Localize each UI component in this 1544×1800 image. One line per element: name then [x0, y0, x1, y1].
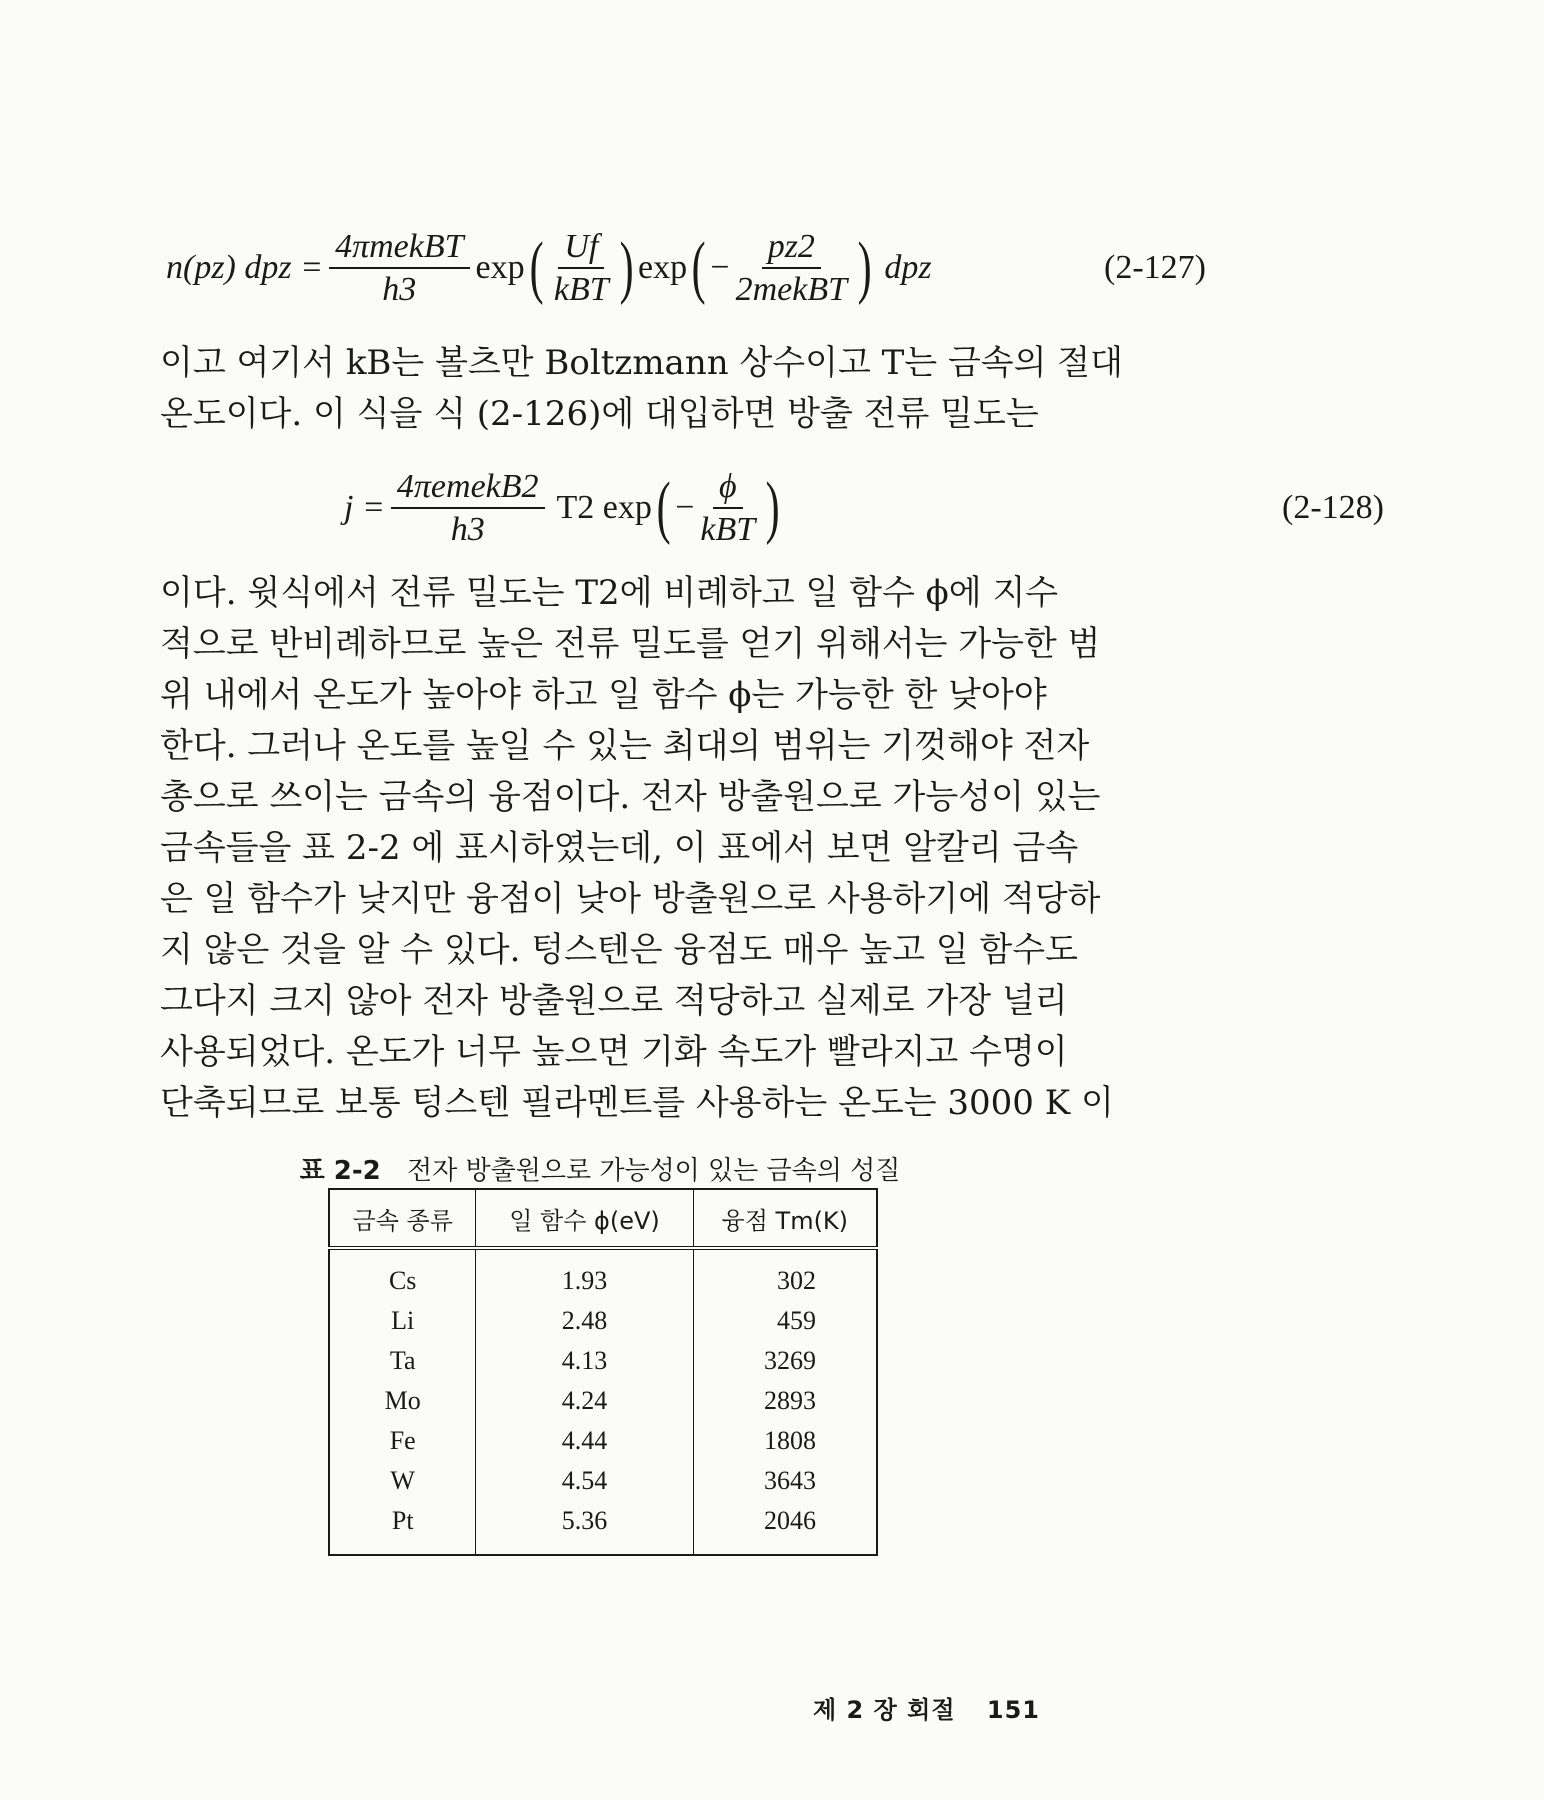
metal-cell: Pt — [329, 1501, 476, 1555]
left-paren: ( — [691, 229, 706, 307]
equation-lhs: n(pz) dpz = — [166, 249, 324, 287]
text-line: 총으로 쓰이는 금속의 융점이다. 전자 방출원으로 가능성이 있는 — [160, 777, 1101, 817]
metal-properties-table — [328, 1188, 878, 1556]
equation-2-128 — [0, 468, 1544, 549]
left-paren: ( — [529, 229, 544, 307]
work-function-cell: 1.93 — [476, 1248, 693, 1301]
differential: dpz — [884, 249, 932, 287]
fraction-denominator: kBT — [700, 511, 756, 549]
melting-point-cell: 302 — [693, 1248, 877, 1301]
melting-point-cell: 3269 — [693, 1341, 877, 1381]
metal-cell: Li — [329, 1301, 476, 1341]
metal-cell: Cs — [329, 1248, 476, 1301]
column-header: 금속 종류 — [329, 1189, 476, 1248]
table-caption — [0, 1150, 1200, 1187]
right-paren: ) — [857, 229, 872, 307]
melting-point-cell: 459 — [693, 1301, 877, 1341]
text-line: 사용되었다. 온도가 너무 높으면 기화 속도가 빨라지고 수명이 — [160, 1032, 1068, 1072]
table-caption-label: 표 2-2 — [299, 1156, 381, 1186]
equation-2-127 — [0, 228, 1366, 309]
melting-point-cell: 1808 — [693, 1421, 877, 1461]
text-line: 지 않은 것을 알 수 있다. 텅스텐은 융점도 매우 높고 일 함수도 — [160, 930, 1078, 970]
paragraph-1 — [160, 338, 1123, 440]
table-row — [329, 1421, 877, 1461]
equation-lhs: j = — [344, 489, 385, 527]
fraction-numerator: Uf — [558, 228, 604, 269]
fraction — [700, 468, 755, 549]
table-row — [329, 1381, 877, 1421]
work-function-cell: 4.24 — [476, 1381, 693, 1421]
minus-sign: − — [675, 489, 695, 527]
metal-cell: Mo — [329, 1381, 476, 1421]
text-line: 금속들을 표 2-2 에 표시하였는데, 이 표에서 보면 알칼리 금속 — [160, 828, 1079, 868]
fraction-denominator: h3 — [450, 511, 485, 549]
work-function-cell: 5.36 — [476, 1501, 693, 1555]
metal-cell: W — [329, 1461, 476, 1501]
table-row — [329, 1501, 877, 1555]
fraction-denominator: 2mekBT — [735, 271, 848, 309]
exp-label: exp — [475, 249, 525, 287]
text-line: 위 내에서 온도가 높아야 하고 일 함수 ϕ는 가능한 한 낮아야 — [160, 675, 1047, 715]
equation-number: (2-127) — [1104, 249, 1206, 287]
text-line: 단축되므로 보통 텅스텐 필라멘트를 사용하는 온도는 3000 K 이 — [160, 1083, 1114, 1123]
exp-label: exp — [638, 249, 688, 287]
equation-number: (2-128) — [1282, 489, 1384, 527]
temperature-exp: T2 exp — [556, 489, 652, 527]
fraction-numerator: 4πmekBT — [329, 228, 469, 269]
work-function-cell: 4.54 — [476, 1461, 693, 1501]
left-paren: ( — [656, 469, 671, 547]
text-line: 은 일 함수가 낮지만 융점이 낮아 방출원으로 사용하기에 적당하 — [160, 879, 1101, 919]
right-paren: ) — [765, 469, 780, 547]
fraction-numerator: pz2 — [762, 228, 821, 269]
fraction-numerator: 4πemekB2 — [391, 468, 545, 509]
chapter-title: 제 2 장 회절 — [813, 1696, 956, 1724]
text-line: 한다. 그러나 온도를 높일 수 있는 최대의 범위는 기껏해야 전자 — [160, 726, 1090, 766]
minus-sign: − — [710, 249, 730, 287]
fraction — [391, 468, 545, 549]
right-paren: ) — [619, 229, 634, 307]
text-line: 이다. 윗식에서 전류 밀도는 T2에 비례하고 일 함수 ϕ에 지수 — [160, 573, 1059, 613]
table-header-row — [329, 1189, 877, 1248]
melting-point-cell: 3643 — [693, 1461, 877, 1501]
work-function-cell: 2.48 — [476, 1301, 693, 1341]
work-function-cell: 4.13 — [476, 1341, 693, 1381]
table-row — [329, 1301, 877, 1341]
melting-point-cell: 2893 — [693, 1381, 877, 1421]
table-row — [329, 1461, 877, 1501]
text-line: 이고 여기서 kB는 볼츠만 Boltzmann 상수이고 T는 금속의 절대 — [160, 343, 1123, 383]
page-footer — [813, 1690, 1040, 1725]
fraction — [736, 228, 847, 309]
text-line: 그다지 크지 않아 전자 방출원으로 적당하고 실제로 가장 널리 — [160, 981, 1068, 1021]
fraction-numerator: ϕ — [713, 468, 743, 509]
table-row — [329, 1341, 877, 1381]
fraction — [329, 228, 469, 309]
text-line: 온도이다. 이 식을 식 (2-126)에 대입하면 방출 전류 밀도는 — [160, 394, 1039, 434]
melting-point-cell: 2046 — [693, 1501, 877, 1555]
fraction-denominator: h3 — [382, 271, 417, 309]
work-function-cell: 4.44 — [476, 1421, 693, 1461]
fraction-denominator: kBT — [553, 271, 609, 309]
metal-cell: Fe — [329, 1421, 476, 1461]
page-number: 151 — [986, 1696, 1040, 1724]
table-caption-text: 전자 방출원으로 가능성이 있는 금속의 성질 — [406, 1156, 901, 1186]
text-line: 적으로 반비례하므로 높은 전류 밀도를 얻기 위해서는 가능한 범 — [160, 624, 1101, 664]
metal-cell: Ta — [329, 1341, 476, 1381]
paragraph-2 — [160, 568, 1114, 1129]
fraction — [554, 228, 609, 309]
column-header: 일 함수 ϕ(eV) — [476, 1189, 693, 1248]
column-header: 융점 Tm(K) — [693, 1189, 877, 1248]
table-row — [329, 1248, 877, 1301]
